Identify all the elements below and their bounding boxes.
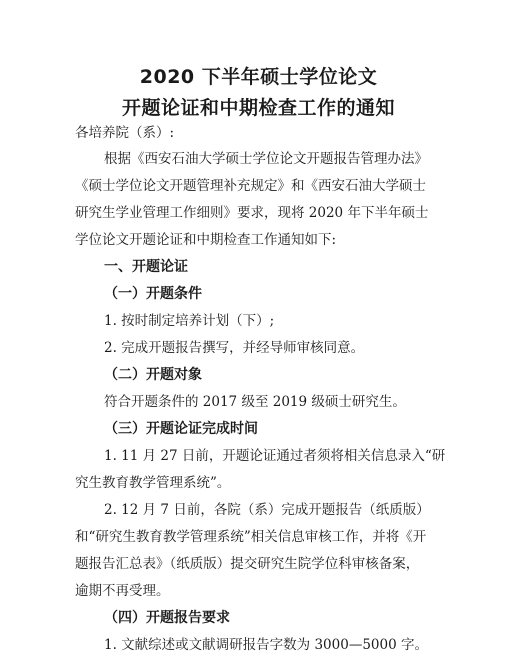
document-title-line-1: 2020 下半年硕士学位论文 [139, 66, 378, 88]
subsection-heading-conditions: （一）开题条件 [104, 286, 202, 302]
subsection-heading-targets: （二）开题对象 [104, 367, 202, 383]
list-item: 2. 12 月 7 日前，各院（系）完成开题报告（纸质版） [104, 502, 430, 518]
list-item-continuation: 逾期不再受理。 [75, 583, 170, 599]
list-item-continuation: 和“研究生教育教学管理系统”相关信息审核工作，并将《开 [75, 529, 427, 545]
list-item: 1. 11 月 27 日前，开题论证通过者须将相关信息录入“研 [104, 448, 446, 464]
subsection-heading-requirements: （四）开题报告要求 [104, 610, 230, 626]
intro-line: 《硕士学位论文开题管理补充规定》和《西安石油大学硕士 [75, 178, 426, 194]
intro-line: 根据《西安石油大学硕士学位论文开题报告管理办法》 [104, 151, 428, 167]
intro-line: 学位论文开题论证和中期检查工作通知如下: [75, 232, 337, 248]
salutation: 各培养院（系）: [75, 125, 175, 141]
intro-line: 研究生学业管理工作细则》要求，现将 2020 年下半年硕士 [75, 205, 429, 221]
document-title-line-2: 开题论证和中期检查工作的通知 [121, 97, 395, 119]
list-item-continuation: 题报告汇总表》（纸质版）提交研究生院学位科审核备案， [75, 556, 420, 572]
list-item: 2. 完成开题报告撰写，并经导师审核同意。 [104, 340, 365, 356]
list-item-continuation: 究生教育教学管理系统”。 [75, 475, 231, 491]
paragraph-text: 符合开题条件的 2017 级至 2019 级硕士研究生。 [104, 394, 406, 410]
list-item: 1. 文献综述或文献调研报告字数为 3000—5000 字。 [104, 637, 428, 653]
subsection-heading-deadline: （三）开题论证完成时间 [104, 421, 258, 437]
section-heading-proposal: 一、开题论证 [104, 259, 188, 275]
list-item: 1. 按时制定培养计划（下）; [104, 313, 275, 329]
